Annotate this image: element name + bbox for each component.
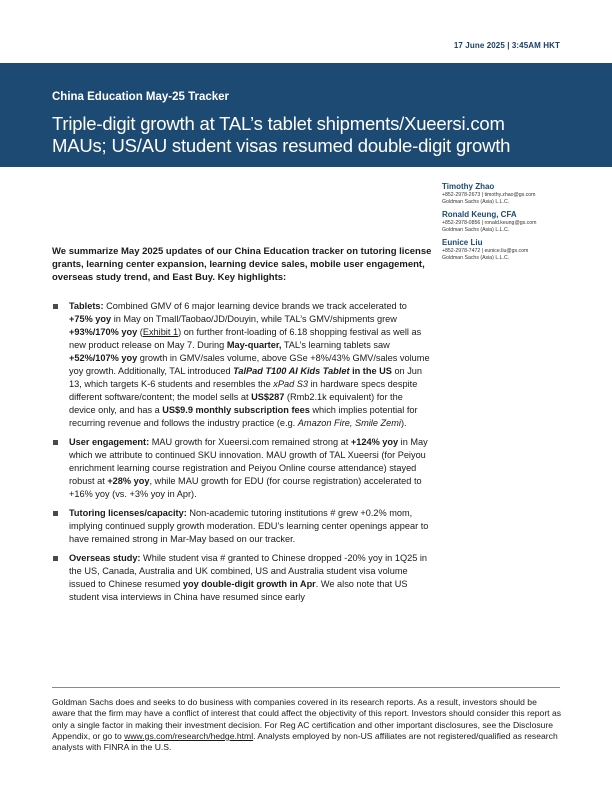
- bullet-text: (: [137, 327, 143, 337]
- bullet-text: growth in GMV/sales volume, above GSe +8%/43% GMV/sales volume yoy growth. Additionally, TAL introduced: [69, 353, 430, 376]
- author-firm: Goldman Sachs (Asia) L.L.C.: [442, 198, 510, 205]
- bullet-overseas-study: [52, 552, 430, 604]
- exhibit-1-link[interactable]: Exhibit 1: [142, 327, 179, 337]
- bullet-heading: Tablets:: [69, 301, 104, 311]
- report-dateline: 17 June 2025 | 3:45AM HKT: [453, 41, 560, 50]
- bullet-text: ).: [400, 418, 407, 428]
- bullet-italic: Amazon Fire, Smile Zemi: [297, 418, 401, 428]
- bullet-user-engagement: [52, 436, 430, 501]
- author-firm: Goldman Sachs (Asia) L.L.C.: [442, 254, 510, 261]
- intro-summary: We summarize May 2025 updates of our China Education tracker on tutoring license grants, learning center expansion, learning device sales, mobile user engagement, overseas study trend, and East Buy. Key highlights:: [52, 246, 432, 283]
- author-name[interactable]: Ronald Keung, CFA: [442, 210, 517, 219]
- square-bullet-icon: [53, 511, 58, 516]
- bullet-emphasis: in the US: [349, 366, 392, 376]
- author-contact: +852-2978-7472 | eunice.liu@gs.com: [442, 248, 529, 254]
- bullet-emphasis: yoy double-digit growth in Apr: [182, 579, 316, 589]
- author-contact: +852-2978-2673 | timothy.zhao@gs.com: [442, 192, 536, 198]
- bullet-text: While student visa # granted to Chinese dropped -20% yoy in 1Q25 in the US, Canada, Australia and UK combined, US and Australia student visa volume issued to Chinese resumed: [69, 553, 428, 589]
- bullet-emphasis: US$9.9 monthly subscription fees: [162, 405, 310, 415]
- series-name: China Education May-25 Tracker: [52, 91, 230, 103]
- bullet-text: ) on further front-loading of 6.18 shopping festival as well as new product release on May 7. During: [69, 327, 422, 350]
- bullet-text: Non-academic tutoring institutions # grew +0.2% mom, implying continued supply growth moderation. EDU’s learning center openings appear to have remained strong in Mar-May based on our tracker.: [69, 508, 429, 544]
- author-entry: [442, 210, 592, 233]
- disclaimer-body: . Analysts employed by non-US affiliates are not registered/qualified as research analysts with FINRA in the U.S.: [52, 730, 558, 753]
- bullet-heading: User engagement:: [69, 437, 150, 447]
- author-entry: [442, 182, 592, 205]
- bullet-text: in May which we attribute to continued SKU innovation. MAU growth of TAL Xueersi (for Peiyou enrichment learning course registration and Peiyou Online course attendance) stayed robust at: [69, 437, 428, 486]
- author-name[interactable]: Timothy Zhao: [442, 182, 495, 191]
- bullet-emphasis: +52%/107% yoy: [69, 353, 138, 363]
- footer-divider: [52, 687, 560, 688]
- square-bullet-icon: [53, 556, 58, 561]
- bullet-text: (Rmb2.1k equivalent) for the device only, and has a: [69, 392, 403, 415]
- author-firm: Goldman Sachs (Asia) L.L.C.: [442, 226, 510, 233]
- bullet-text: Combined GMV of 6 major learning device brands we track accelerated to: [103, 301, 407, 311]
- disclaimer-text: [52, 697, 562, 753]
- bullet-text: in hardware specs despite different software/content; the model sells at: [69, 379, 418, 402]
- disclosure-link[interactable]: www.gs.com/research/hedge.html: [124, 730, 254, 741]
- bullet-heading: Tutoring licenses/capacity:: [69, 508, 187, 518]
- report-title: [52, 113, 582, 157]
- bullet-emphasis: +124% yoy: [350, 437, 399, 447]
- bullet-emphasis: +93%/170% yoy: [69, 327, 138, 337]
- bullet-text: in May on Tmall/Taobao/JD/Douyin, while TAL’s GMV/shipments grew: [111, 314, 397, 324]
- report-title-line-1: Triple-digit growth at TAL’s tablet shipments/Xueersi.com: [52, 113, 505, 134]
- author-contact: +852-2978-0856 | ronald.keung@gs.com: [442, 220, 537, 226]
- author-name[interactable]: Eunice Liu: [442, 238, 483, 247]
- bullet-text: which implies potential for recurring revenue and follows the industry practice (e.g.: [69, 405, 418, 428]
- bullet-emphasis: US$287: [251, 392, 285, 402]
- bullet-text: TAL’s learning tablets saw: [281, 340, 390, 350]
- bullet-emphasis: +75% yoy: [69, 314, 112, 324]
- bullet-italic: xPad S3: [273, 379, 309, 389]
- bullet-emphasis: May-quarter,: [226, 340, 282, 350]
- bullet-heading: Overseas study:: [69, 553, 141, 563]
- bullet-emphasis: +28% yoy: [107, 476, 150, 486]
- bullet-text: on Jun 13, which targets K-6 students and resembles the: [69, 366, 423, 389]
- report-title-line-2: MAUs; US/AU student visas resumed double-digit growth: [52, 135, 511, 156]
- author-entry: [442, 238, 592, 261]
- square-bullet-icon: [53, 304, 58, 309]
- disclaimer-body: Goldman Sachs does and seeks to do business with companies covered in its research reports. As a result, investors should be aware that the firm may have a conflict of interest that could affect the objectivity of this report. Investors should consider this report as only a single factor in making their investment decision. For Reg AC certification and other important disclosures, see the Disclosure Appendix, or go to: [52, 697, 562, 741]
- bullet-text: MAU growth for Xueersi.com remained strong at: [149, 437, 351, 447]
- bullet-text: , while MAU growth for EDU (for course registration) accelerated to +16% yoy (vs. +3% yoy in Apr).: [69, 476, 422, 499]
- author-list: [442, 182, 592, 266]
- bullet-tutoring-licenses: [52, 507, 430, 546]
- bullet-text: . We also note that US student visa interviews in China have resumed since early: [69, 579, 408, 602]
- bullet-product-name: TalPad T100 AI Kids Tablet: [233, 366, 350, 376]
- bullet-tablets: [52, 300, 430, 430]
- square-bullet-icon: [53, 440, 58, 445]
- highlights-list: [52, 300, 430, 610]
